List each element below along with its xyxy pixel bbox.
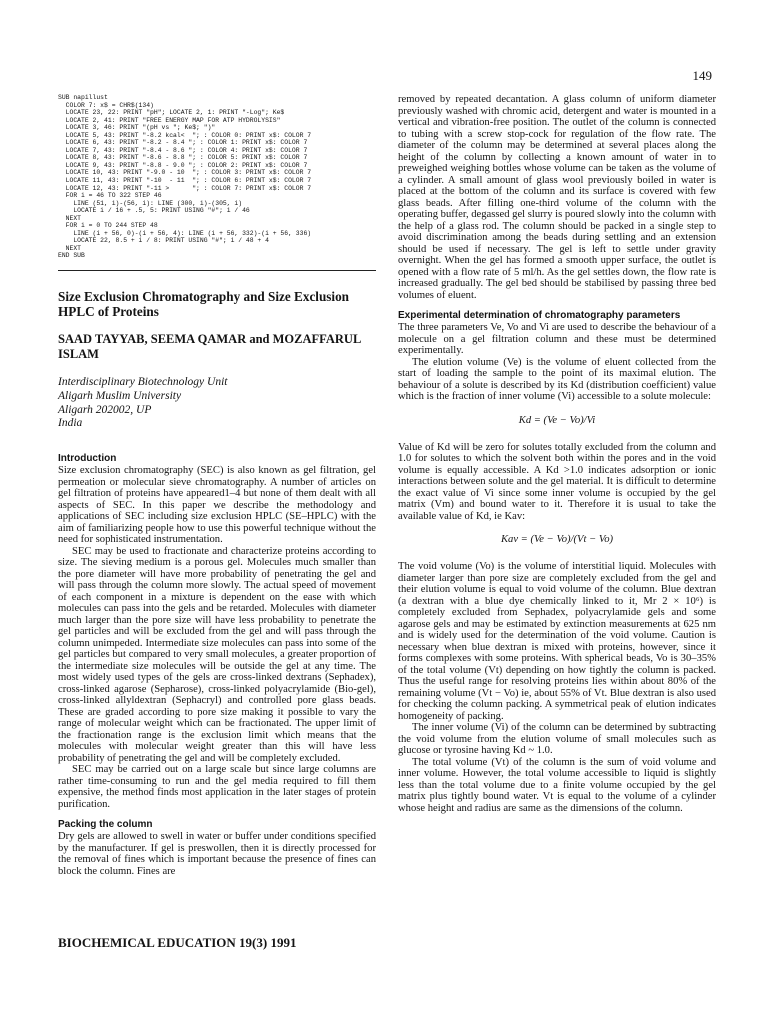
page-number: 149 [692,68,712,83]
right-column [398,94,716,814]
code-listing: SUB napillust COLOR 7: x$ = CHR$(134) LOCATE 23, 22: PRINT "pH"; LOCATE 2, 1: PRINT "-Log"; Ke$ LOCATE 2, 41: PRINT "FREE ENERGY MAP FOR ATP HYDROLYSIS" LOCATE 3, 46: PRINT "(pH vs "; Ke$; ")" LOCATE 5, 43: PRINT "-8.2 kcal< "; : COLOR 0: PRINT x$: COLOR 7 LOCATE 6, 43: PRINT "-8.2 - 8.4 "; : COLOR 1: PRINT x$: COLOR 7 LOCATE 7, 43: PRINT "-8.4 - 8.6 "; : COLOR 4: PRINT x$: COLOR 7 LOCATE 8, 43: PRINT "-8.6 - 8.8 "; : COLOR 5: PRINT x$: COLOR 7 LOCATE 9, 43: PRINT "-8.8 - 9.0 "; : COLOR 2: PRINT x$: COLOR 7 LOCATE 10, 43: PRINT "-9.0 - 10 "; : COLOR 3: PRINT x$: COLOR 7 LOCATE 11, 43: PRINT "-10 - 11 "; : COLOR 6: PRINT x$: COLOR 7 LOCATE 12, 43: PRINT "-11 > "; : COLOR 7: PRINT x$: COLOR 7 FOR i = 46 TO 322 STEP 46 LINE (51, i)-(56, i): LINE (300, i)-(305, i) LOCATE i / 16 + .5, 5: PRINT USING "#"; i / 46 NEXT FOR i = 0 TO 244 STEP 48 LINE (i + 56, 0)-(i + 56, 4): LINE (i + 56, 332)-(i + 56, 336) LOCATE 22, 8.5 + i / 8: PRINT USING "#"; i / 48 + 4 NEXT END SUB [58,94,312,260]
paragraph: The inner volume (Vi) of the column can be determined by subtracting the void volume from the elution volume of small molecules such as glucose or tyrosine having Kd ~ 1.0. [398,722,716,756]
article-title: Size Exclusion Chromatography and Size Exclusion HPLC of Proteins [58,289,350,320]
affiliation-line: Interdisciplinary Biotechnology Unit [58,376,228,389]
paragraph: The three parameters Ve, Vo and Vi are used to describe the behaviour of a molecule on a gel filtration column and these must be determined experimentally. [398,322,716,356]
paragraph: SEC may be used to fractionate and characterize proteins according to size. The sieving medium is a porous gel. Molecules much smaller than the pore diameter will have more probability of penetrating the gel and will pass through the column more slowly. The actual speed of movement of each component in a mixture is dependent on the ease with which molecules can pass into the gels and be retarded. Molecules with diameter much larger than the pore size will have less probability to penetrate the gel particles and will be excluded from the gel and will pass through the column unimpeded. Intermediate size molecules can pass into some of the gel particles but compared to very small molecules, a greater proportion of the intermediate size molecules will be outside the gel at any time. The most widely used types of the gels are cross-linked dextrans (Sephadex), cross-linked agarose (Sepharose), cross-linked polyacrylamide (Bio-gel), cross-linked allyldextran (Sephacryl) and controlled pore glass beads. These are graded according to pore size making it possible to vary the range of molecular weight which can be fractionated. The upper limit of the fractionation range is the exclusion limit which means that the molecules with molecular weight greater than this will have less probability of penetrating the gel and will be completely excluded. [58,545,376,764]
paragraph: removed by repeated decantation. A glass column of uniform diameter previously washed with chromic acid, detergent and water is mounted in a vertical and vibration-free position. The outlet of the column is connected to tubing with a screw stop-cock for regulation of the flow rate. The diameter of the column may be determined at several places along the height of the column by collecting a known amount of water in to preweighed weighing bottles whose volume can be taken as the volume of a cylinder. A small amount of glass wool previously boiled in water is placed at the bottom of the column and its surface is covered with few glass beads. After filling one-third volume of the column with the operating buffer, degassed gel slurry is poured slowly into the column with the help of a glass rod. The column should be packed in a single step to avoid discrimination among the beads during settling and an extension should be used if necessary. The gel is left to settle under gravity overnight. When the gel has formed a smooth upper surface, the outlet is opened with a flow rate of 5 ml/h. As the gel settles down, the flow rate is increased gradually. The gel bed should be stabilised by passing three bed volumes of eluent. [398,94,716,301]
section-heading-packing: Packing the column [58,819,153,831]
section-divider [58,270,376,271]
paragraph: SEC may be carried out on a large scale but since large columns are rather time-consuming to run and the gel media required to fill them expensive, the method finds most application in the later stages of protein purification. [58,764,376,810]
author-affiliation [58,376,376,431]
left-column [58,94,376,877]
equation-kav: Kav = (Ve − Vo)/(Vt − Vo) [500,534,614,545]
paragraph: The elution volume (Ve) is the volume of eluent collected from the start of loading the sample to the point of its maximal elution. The behaviour of a solute is described by its Kd (distribution coefficient) value which is the fraction of inner volume (Vi) accessible to a solute molecule: [398,356,716,402]
paragraph: Dry gels are allowed to swell in water or buffer under conditions specified by the manufacturer. If gel is preswollen, then it is directly processed for the removal of fines which is important because the presence of fines can block the column. Fines are [58,831,376,877]
section-heading-experimental: Experimental determination of chromatography parameters [398,310,681,321]
affiliation-line: Aligarh 202002, UP [58,403,152,416]
section-heading-introduction: Introduction [58,453,117,465]
paragraph: The void volume (Vo) is the volume of interstitial liquid. Molecules with diameter larger than pore size are completely excluded from the gel and their elution volume is equal to void volume of the column. Blue dextran (a dextran with a blue dye chemically linked to it, Mr 2 × 10⁶) is completely excluded from Sephadex, polyacrylamide gels and some agarose gels and may be estimated by extinction measurements at 625 nm and is widely used for the determination of the void volume. Caution is necessary when blue dextran is mixed with proteins, however, since it forms complexes with some proteins. With spherical beads, Vo is 30–35% of the total volume (Vt) depending on how tightly the column is packed. Thus the useful range for resolving proteins lies within about 80% of the remaining volume (Vt − Vo) ie, about 55% of Vt. Blue dextran is also used for checking the column packing. A symmetrical peak of elution indicates homogeneity of packing. [398,561,716,722]
paragraph: Size exclusion chromatography (SEC) is also known as gel filtration, gel permeation or molecular sieve chromatography. A number of articles on gel filtration of proteins have appeared1–4 but none of them dealt with all aspects of SEC. In this paper we describe the methodology and applications of SEC including size exclusion HPLC (SE–HPLC) with the aim of familiarizing people how to use this powerful technique without the need for sophisticated instrumentation. [58,465,376,546]
equation-kd: Kd = (Ve − Vo)/Vi [518,414,596,426]
affiliation-line: India [58,417,83,430]
paragraph: Value of Kd will be zero for solutes totally excluded from the column and 1.0 for solutes to which the solvent both within the pores and in the void volume is equally accessible. A Kd >1.0 indicates adsorption or ionic interactions between solute and the gel material. It is difficult to determine the exact value of Vi since some inner volume is occupied by the gel matrix (Vm) and bound water to it. Therefore it is usual to take the available value of Kd, ie Kav: [398,441,716,522]
article-authors: SAAD TAYYAB, SEEMA QAMAR and MOZAFFARUL ISLAM [58,332,361,362]
affiliation-line: Aligarh Muslim University [58,389,182,402]
journal-footer: BIOCHEMICAL EDUCATION 19(3) 1991 [58,935,297,950]
paragraph: The total volume (Vt) of the column is the sum of void volume and inner volume. However, the total volume accessible to liquid is slightly less than the total volume due to a finite volume occupied by the gel matrix plus tightly bound water. Vt is equal to the volume of a cylinder whose height and radius are same as the dimensions of the column. [398,756,716,814]
